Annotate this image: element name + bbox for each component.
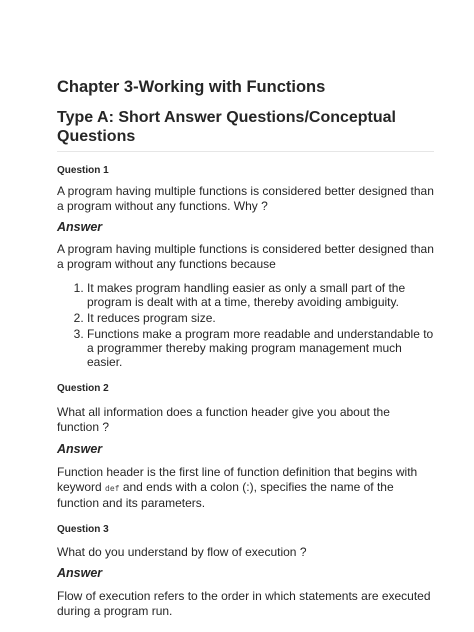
question-block-1: [57, 165, 434, 369]
question-block-3: [57, 524, 434, 619]
chapter-title: Chapter 3-Working with Functions: [57, 78, 326, 96]
answer-label: Answer: [57, 220, 103, 234]
question-text: What all information does a function header give you about the function ?: [57, 405, 390, 434]
keyword-code: def: [105, 483, 120, 493]
answer-points-list: [57, 281, 434, 369]
section-title: Type A: Short Answer Questions/Conceptual Questions: [57, 108, 434, 152]
list-item: 3. Functions make a program more readable and understandable to a programmer thereby making program management much easier.: [87, 327, 434, 369]
answer-text-part: and ends with a colon (:), specifies the name of the function and its parameters.: [57, 479, 394, 510]
question-label: Question 2: [57, 383, 109, 394]
question-label: Question 3: [57, 523, 109, 535]
answer-text-part: Function header is the first line of function definition that begins with keyword: [57, 465, 418, 494]
answer-text: [57, 465, 434, 511]
answer-intro: A program having multiple functions is considered better designed than a program without any functions because: [57, 242, 434, 271]
answer-text: Flow of execution refers to the order in which statements are executed during a program run.: [57, 589, 431, 618]
question-text: A program having multiple functions is considered better designed than a program without any functions. Why ?: [57, 184, 434, 213]
question-text: What do you understand by flow of execution ?: [57, 544, 307, 559]
answer-label: Answer: [57, 442, 103, 456]
question-block-2: [57, 383, 434, 511]
question-label: Question 1: [57, 165, 109, 176]
list-item: 1. It makes program handling easier as only a small part of the program is dealt with at a time, thereby avoiding ambiguity.: [87, 281, 434, 309]
list-item: 2. It reduces program size.: [87, 311, 434, 325]
answer-label: Answer: [57, 566, 103, 580]
